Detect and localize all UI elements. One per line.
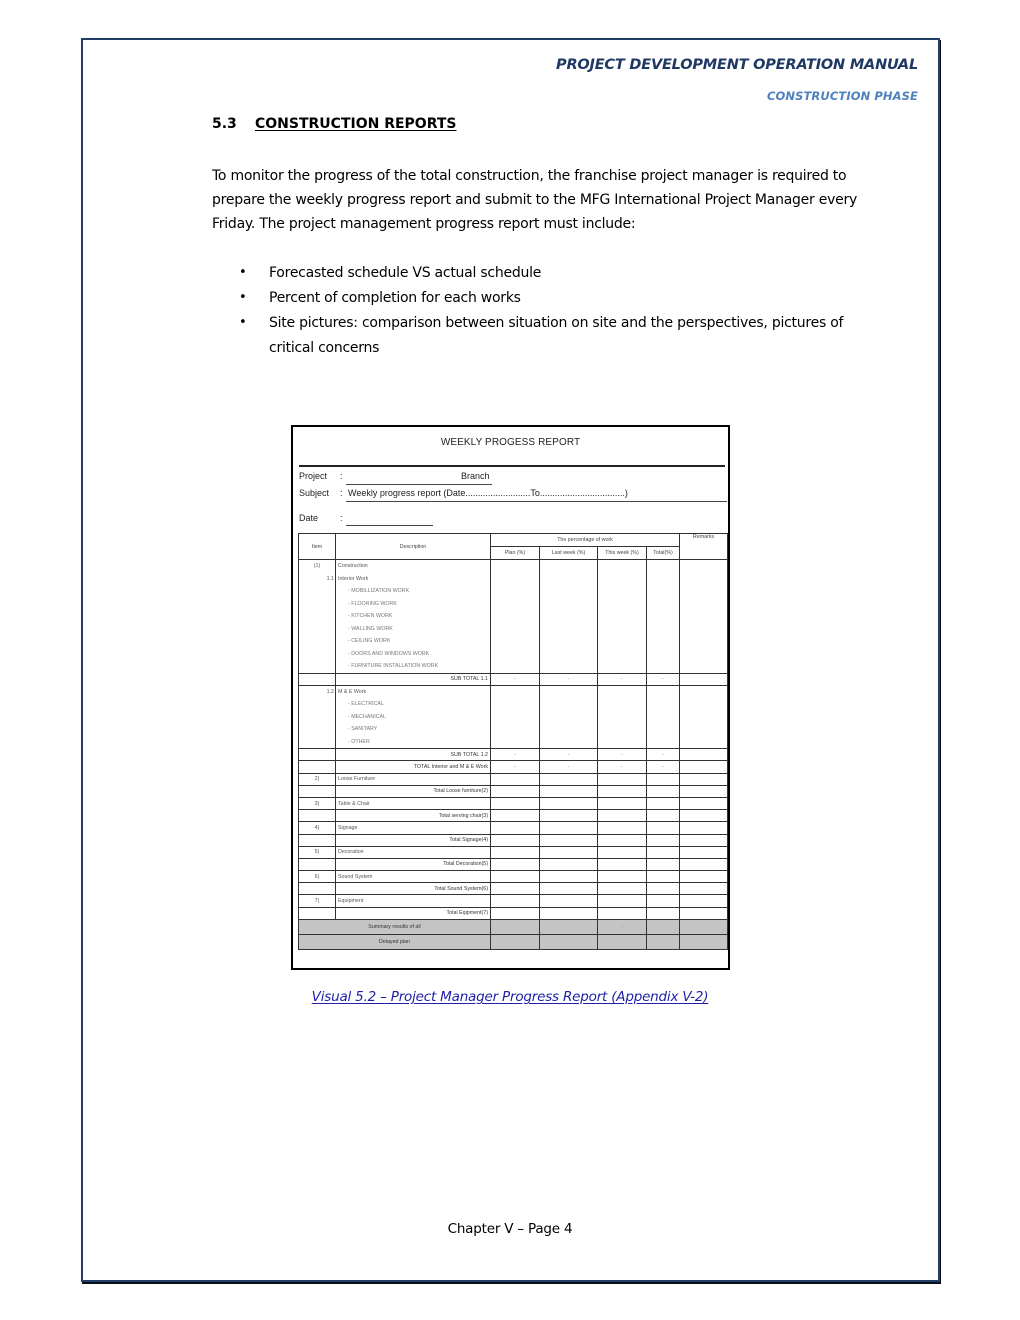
description-text: Decoration xyxy=(336,846,491,858)
value-cell xyxy=(647,773,680,785)
value-cell xyxy=(647,797,680,809)
item-number: 4) xyxy=(299,822,336,834)
table-row xyxy=(299,822,728,834)
figure-caption xyxy=(0,989,1020,1005)
total-label: TOTAL Interior and M & E Work xyxy=(336,761,491,773)
subtotal-row xyxy=(299,749,728,761)
value-cell xyxy=(491,846,540,858)
bullet-icon: • xyxy=(239,315,247,330)
appendix-link[interactable]: Visual 5.2 – Project Manager Progress Report (Appendix V-2) xyxy=(311,989,709,1005)
project-colon: : xyxy=(340,471,343,481)
value-cell xyxy=(540,907,598,919)
total-label: Total Eqipment(7) xyxy=(336,907,491,919)
value-cell xyxy=(647,883,680,895)
description-text: M & E Work xyxy=(338,688,367,695)
delayed-plan-row xyxy=(299,934,728,949)
list-item xyxy=(238,286,878,311)
value-cell xyxy=(647,560,680,674)
value-cell xyxy=(647,907,680,919)
value-cell xyxy=(491,810,540,822)
work-item: - SANITARY xyxy=(348,726,378,733)
value-cell xyxy=(540,883,598,895)
value-cell xyxy=(540,919,598,934)
value-cell: - xyxy=(491,673,540,685)
list-item-text: Forecasted schedule VS actual schedule xyxy=(269,265,542,281)
value-cell xyxy=(540,822,598,834)
subtotal-label: SUB TOTAL 1.2 xyxy=(336,749,491,761)
description-cell xyxy=(336,685,491,749)
value-cell xyxy=(491,773,540,785)
value-cell xyxy=(491,871,540,883)
header-item: Item xyxy=(299,534,336,560)
work-item: - FURNITURE INSTALLATION WORK xyxy=(348,663,439,669)
value-cell xyxy=(647,810,680,822)
value-cell xyxy=(598,934,647,949)
value-cell: - xyxy=(647,761,680,773)
work-item: - MECHANICAL xyxy=(348,713,386,720)
work-item: - OTHER xyxy=(348,738,370,745)
table-row xyxy=(299,773,728,785)
value-cell xyxy=(598,871,647,883)
work-item: - KITCHEN WORK xyxy=(348,613,393,619)
value-cell xyxy=(540,797,598,809)
item-cell xyxy=(299,761,336,773)
subject-colon: : xyxy=(340,488,343,498)
value-cell xyxy=(647,895,680,907)
value-cell: - xyxy=(540,761,598,773)
bullet-icon: • xyxy=(239,265,247,280)
value-cell xyxy=(540,773,598,785)
item-cell xyxy=(299,685,336,749)
item-number: (1) xyxy=(313,563,321,569)
form-title: WEEKLY PROGESS REPORT xyxy=(440,437,581,448)
table-row xyxy=(299,560,728,674)
value-cell xyxy=(647,846,680,858)
table-row xyxy=(299,797,728,809)
value-cell: - xyxy=(598,761,647,773)
item-number: 7) xyxy=(299,895,336,907)
table-row xyxy=(299,685,728,749)
item-number: 1.1 xyxy=(326,575,334,582)
value-cell xyxy=(598,822,647,834)
section-title: CONSTRUCTION REPORTS xyxy=(255,116,457,132)
value-cell xyxy=(647,834,680,846)
value-cell xyxy=(491,919,540,934)
header-this-week: This week (%) xyxy=(598,547,647,560)
item-number: 2) xyxy=(299,773,336,785)
remarks-cell xyxy=(680,846,728,858)
form-title-divider xyxy=(299,465,725,467)
total-label: Total Signage(4) xyxy=(336,834,491,846)
value-cell xyxy=(540,810,598,822)
total-row xyxy=(299,858,728,870)
item-number: 6) xyxy=(299,871,336,883)
description-text: Loose Furniture xyxy=(336,773,491,785)
total-label: Total Decoration(5) xyxy=(336,858,491,870)
description-cell xyxy=(336,560,491,674)
value-cell xyxy=(491,907,540,919)
value-cell xyxy=(540,858,598,870)
remarks-cell xyxy=(680,685,728,749)
remarks-cell xyxy=(680,797,728,809)
item-number: 5) xyxy=(299,846,336,858)
item-cell xyxy=(299,560,336,674)
table-row xyxy=(299,871,728,883)
total-label: Total Loose furniture(2) xyxy=(336,785,491,797)
item-cell xyxy=(299,673,336,685)
table-row xyxy=(299,895,728,907)
item-cell xyxy=(299,858,336,870)
remarks-cell xyxy=(680,761,728,773)
header-plan: Plan (%) xyxy=(491,547,540,560)
date-colon: : xyxy=(340,513,343,523)
value-cell xyxy=(598,834,647,846)
item-cell xyxy=(299,834,336,846)
list-item-text: Site pictures: comparison between situation on site and the perspectives, pictures of critical concerns xyxy=(269,315,844,356)
item-cell xyxy=(299,907,336,919)
value-cell xyxy=(598,907,647,919)
total-row xyxy=(299,785,728,797)
work-item: - DOORS AND WINDOWS WORK xyxy=(348,650,430,657)
value-cell: - xyxy=(491,761,540,773)
item-number: 3) xyxy=(299,797,336,809)
value-cell xyxy=(491,797,540,809)
description-text: Equipment xyxy=(336,895,491,907)
subject-value: Weekly progress report (Date..........................To..................................) xyxy=(348,488,628,498)
item-number: 1.2 xyxy=(326,688,334,695)
value-cell xyxy=(491,858,540,870)
value-cell: - xyxy=(540,673,598,685)
remarks-cell xyxy=(680,858,728,870)
work-item: - CEILING WORK xyxy=(348,638,391,644)
value-cell xyxy=(491,685,540,749)
total-row xyxy=(299,810,728,822)
remarks-cell xyxy=(680,749,728,761)
value-cell: - xyxy=(647,749,680,761)
value-cell xyxy=(598,685,647,749)
remarks-cell xyxy=(680,895,728,907)
remarks-cell xyxy=(680,785,728,797)
subject-underline xyxy=(346,501,727,502)
bullet-icon: • xyxy=(239,290,247,305)
remarks-cell xyxy=(680,560,728,674)
value-cell: - xyxy=(491,749,540,761)
subtotal-row xyxy=(299,673,728,685)
value-cell xyxy=(647,934,680,949)
remarks-cell xyxy=(680,673,728,685)
progress-table xyxy=(298,533,728,950)
work-item: - WALLING WORK xyxy=(348,625,393,632)
remarks-cell xyxy=(680,810,728,822)
value-cell xyxy=(598,895,647,907)
table-row xyxy=(299,846,728,858)
value-cell: - xyxy=(598,673,647,685)
value-cell: - xyxy=(540,749,598,761)
header-last-week: Last week (%) xyxy=(540,547,598,560)
remarks-cell xyxy=(680,919,728,934)
value-cell xyxy=(647,919,680,934)
value-cell xyxy=(540,685,598,749)
value-cell xyxy=(540,895,598,907)
value-cell xyxy=(491,934,540,949)
list-item xyxy=(238,311,878,360)
header-description: Description xyxy=(336,534,491,560)
total-row xyxy=(299,883,728,895)
running-header-subtitle: CONSTRUCTION PHASE xyxy=(766,89,918,103)
item-cell xyxy=(299,785,336,797)
project-value: Branch xyxy=(461,471,490,481)
value-cell xyxy=(491,834,540,846)
header-total: Total(%) xyxy=(647,547,680,560)
value-cell xyxy=(540,560,598,674)
value-cell xyxy=(598,773,647,785)
project-underline xyxy=(346,484,492,485)
value-cell xyxy=(491,785,540,797)
value-cell xyxy=(647,785,680,797)
value-cell xyxy=(598,858,647,870)
value-cell xyxy=(491,895,540,907)
value-cell: - xyxy=(647,673,680,685)
description-text: Construction xyxy=(338,563,368,569)
list-item-text: Percent of completion for each works xyxy=(269,290,521,306)
header-percentage-of-work: The percentage of work xyxy=(491,534,680,547)
item-cell xyxy=(299,810,336,822)
intro-paragraph: To monitor the progress of the total construction, the franchise project manager is required to prepare the weekly progress report and submit to the MFG International Project Manager every Friday. The project management progress report must include: xyxy=(212,168,858,232)
subject-label: Subject xyxy=(299,488,330,498)
value-cell xyxy=(598,560,647,674)
value-cell xyxy=(647,685,680,749)
project-label: Project xyxy=(299,471,328,481)
value-cell: - xyxy=(598,749,647,761)
remarks-cell xyxy=(680,883,728,895)
value-cell xyxy=(540,846,598,858)
remarks-cell xyxy=(680,773,728,785)
remarks-cell xyxy=(680,934,728,949)
description-text: Sound System xyxy=(336,871,491,883)
total-label: Total Sound System(6) xyxy=(336,883,491,895)
remarks-cell xyxy=(680,822,728,834)
work-item: - ELECTRICAL xyxy=(348,701,384,708)
work-item: - MOBILLIZATION WORK xyxy=(348,588,410,594)
work-item: - FLOORING WORK xyxy=(348,600,397,607)
other-items xyxy=(299,773,728,919)
summary-row xyxy=(299,919,728,934)
description-text: Table & Chair xyxy=(336,797,491,809)
header-remarks: Remarks xyxy=(680,534,728,560)
summary-label: Summary results of all xyxy=(299,919,491,934)
value-cell: - xyxy=(598,919,647,934)
value-cell xyxy=(491,822,540,834)
delayed-plan-label: Delayed plan xyxy=(299,934,491,949)
value-cell xyxy=(598,846,647,858)
section-number: 5.3 xyxy=(212,116,237,132)
weekly-progress-report-figure xyxy=(291,425,730,970)
description-text: Signage xyxy=(336,822,491,834)
total-row xyxy=(299,907,728,919)
remarks-cell xyxy=(680,871,728,883)
total-row xyxy=(299,834,728,846)
value-cell xyxy=(598,883,647,895)
total-label: Total serving chair(3) xyxy=(336,810,491,822)
value-cell xyxy=(540,834,598,846)
value-cell xyxy=(540,871,598,883)
value-cell xyxy=(647,871,680,883)
value-cell xyxy=(491,560,540,674)
item-cell xyxy=(299,883,336,895)
running-header-title: PROJECT DEVELOPMENT OPERATION MANUAL xyxy=(556,57,918,73)
description-text: Interior Work xyxy=(338,575,369,582)
date-underline xyxy=(346,525,433,526)
value-cell xyxy=(647,858,680,870)
section-heading xyxy=(212,116,457,132)
remarks-cell xyxy=(680,907,728,919)
total-row xyxy=(299,761,728,773)
value-cell xyxy=(540,934,598,949)
value-cell xyxy=(540,785,598,797)
page-footer: Chapter V – Page 4 xyxy=(447,1221,573,1237)
value-cell xyxy=(598,785,647,797)
value-cell xyxy=(647,822,680,834)
item-cell xyxy=(299,749,336,761)
date-label: Date xyxy=(299,513,319,523)
value-cell xyxy=(491,883,540,895)
list-item xyxy=(238,261,878,286)
report-requirements-list xyxy=(238,261,878,361)
value-cell xyxy=(598,810,647,822)
subtotal-label: SUB TOTAL 1.1 xyxy=(336,673,491,685)
remarks-cell xyxy=(680,834,728,846)
value-cell xyxy=(598,797,647,809)
